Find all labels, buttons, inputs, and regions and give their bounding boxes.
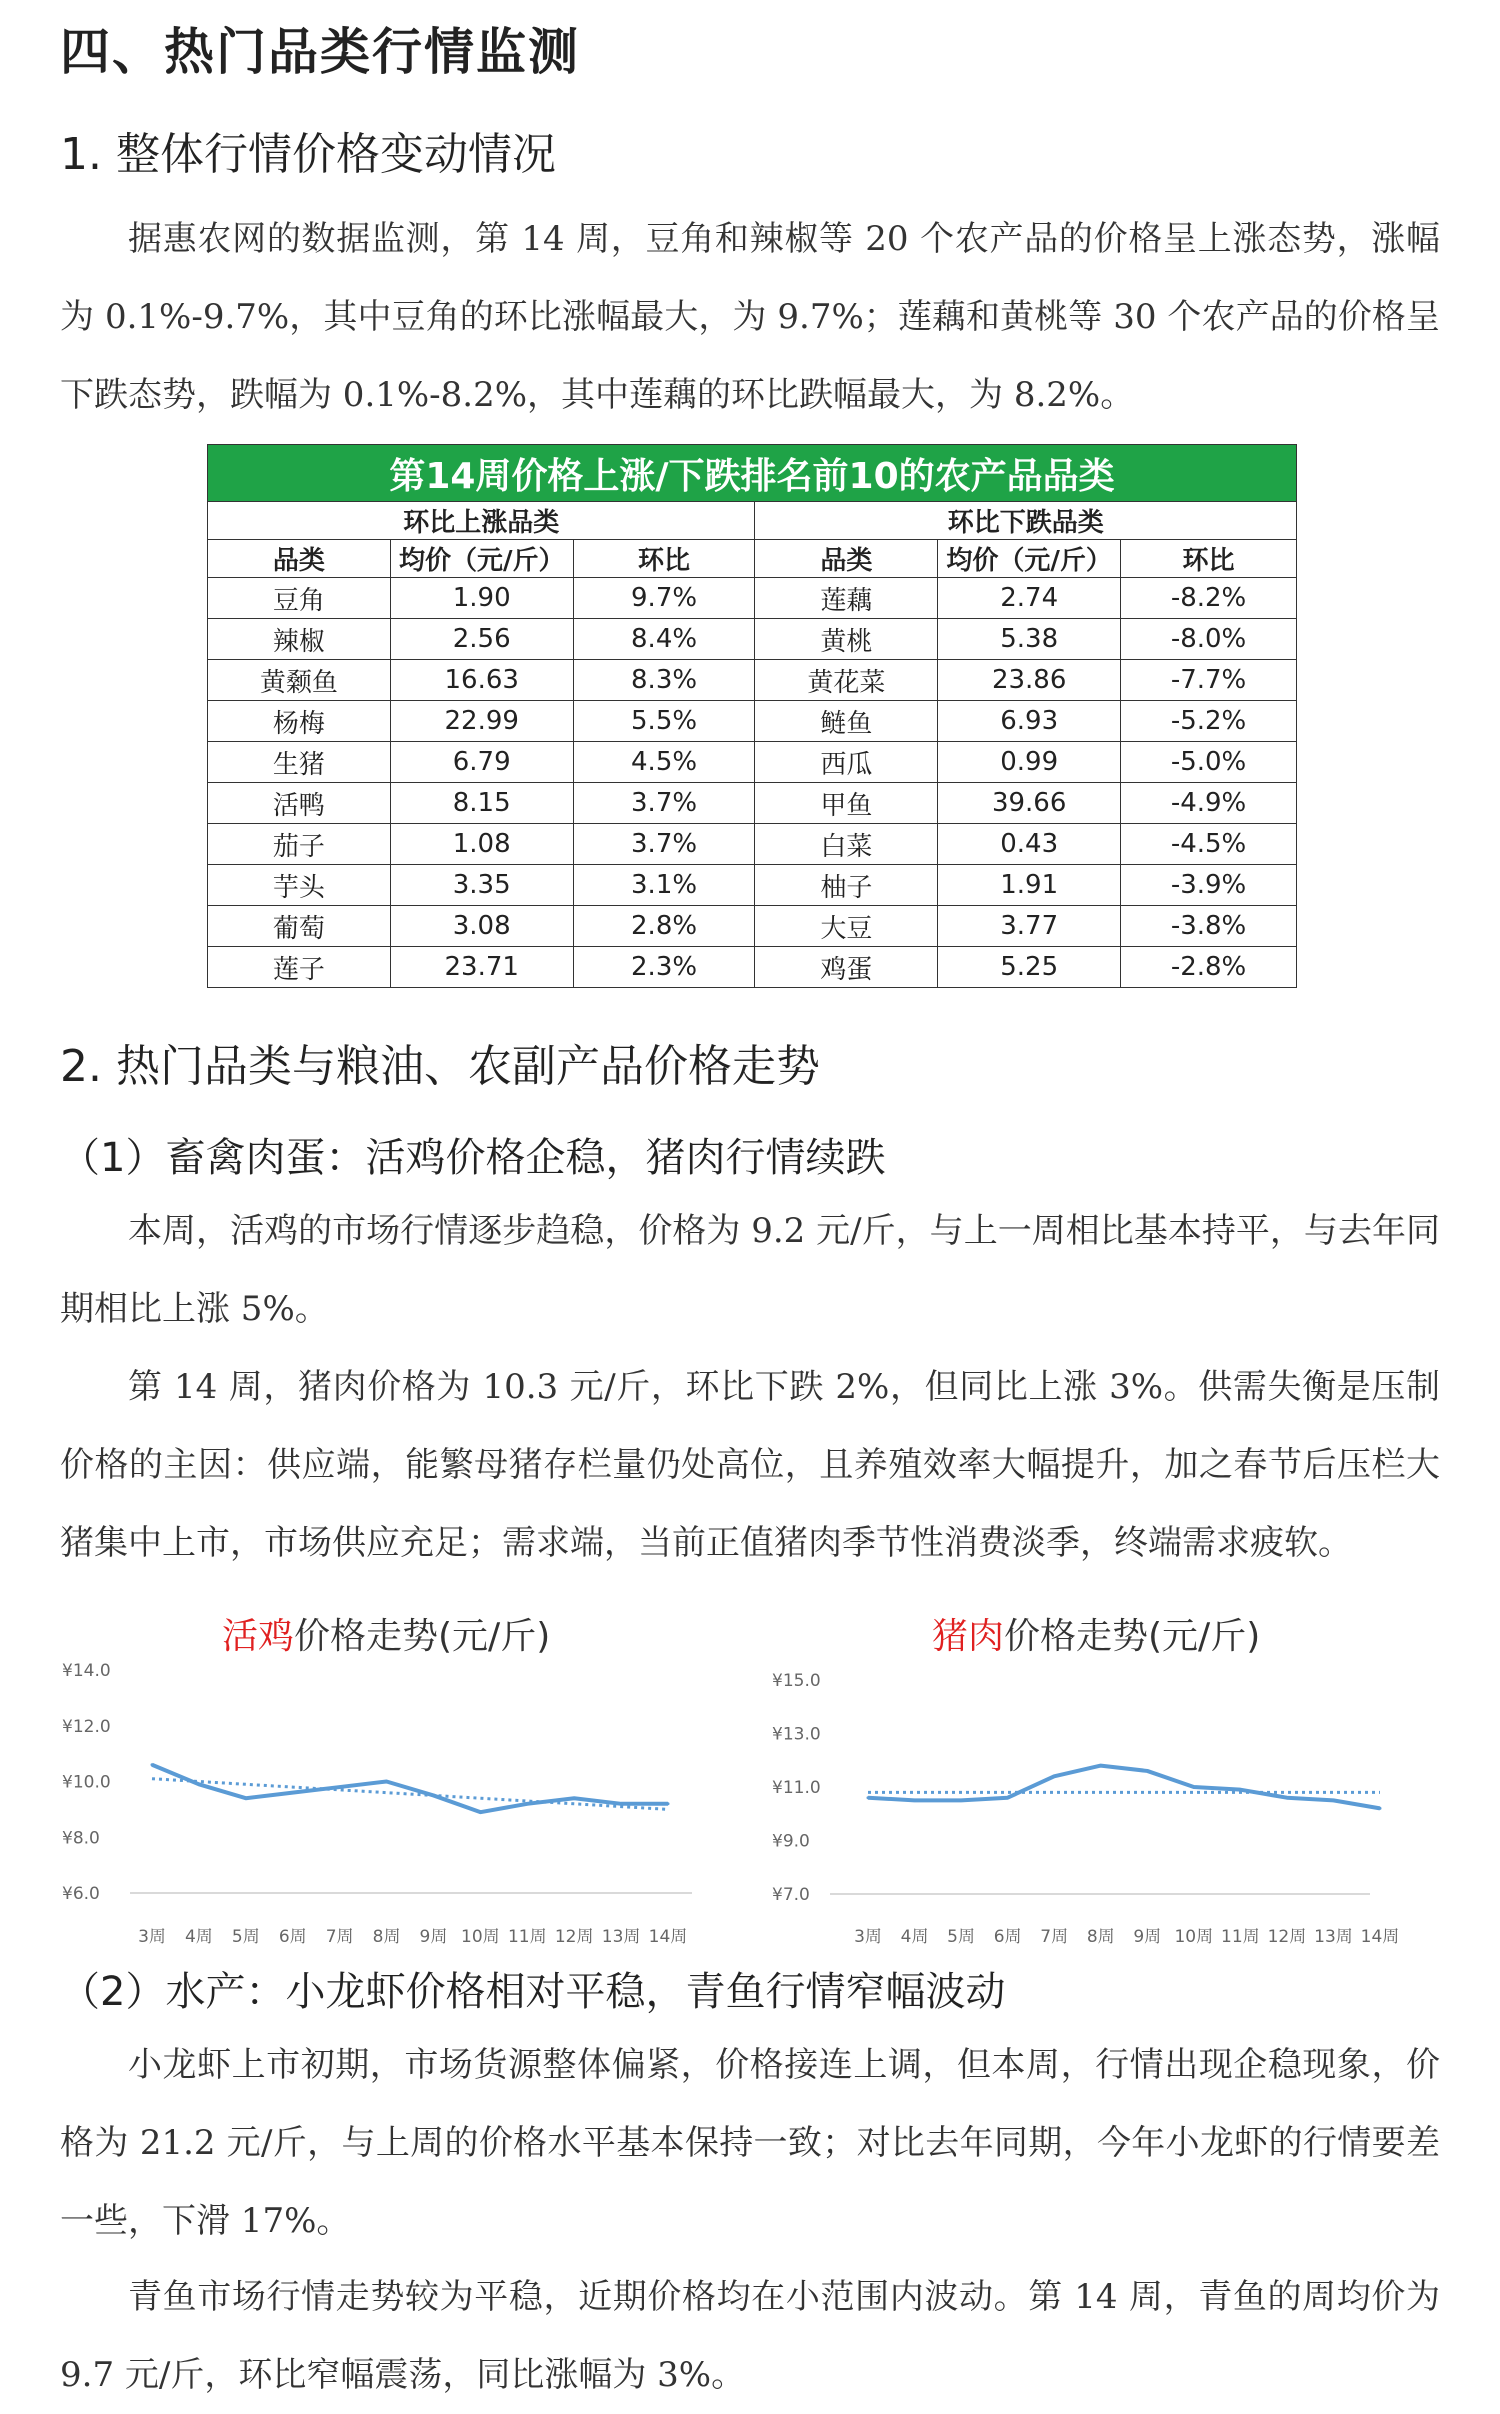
table-cell: 3.35 bbox=[390, 865, 573, 906]
table-cell: -3.9% bbox=[1121, 865, 1297, 906]
data-point bbox=[913, 1799, 916, 1802]
rise-group-header: 环比上涨品类 bbox=[208, 502, 755, 540]
x-tick-label: 3周 bbox=[138, 1927, 166, 1947]
data-point bbox=[1239, 1788, 1242, 1791]
table-cell: 4.5% bbox=[573, 742, 755, 783]
table-cell: 黄颡鱼 bbox=[208, 660, 391, 701]
data-point bbox=[1285, 1796, 1288, 1799]
x-tick-label: 9周 bbox=[419, 1927, 448, 1947]
data-point bbox=[526, 1802, 529, 1805]
table-cell: 0.43 bbox=[938, 824, 1121, 865]
table-cell: 8.4% bbox=[573, 619, 755, 660]
table-header-row bbox=[208, 540, 1297, 578]
table-row bbox=[208, 660, 1297, 701]
table-cell: 葡萄 bbox=[208, 906, 391, 947]
data-point bbox=[1006, 1796, 1009, 1799]
data-point bbox=[1146, 1769, 1149, 1772]
table-cell: 2.74 bbox=[938, 578, 1121, 619]
table-cell: 黄花菜 bbox=[755, 660, 938, 701]
data-point bbox=[338, 1786, 341, 1789]
y-tick-label: ¥11.0 bbox=[772, 1778, 821, 1798]
table-cell: 甲鱼 bbox=[755, 783, 938, 824]
y-tick-label: ¥8.0 bbox=[62, 1828, 100, 1849]
y-tick-label: ¥6.0 bbox=[62, 1884, 100, 1904]
pork-chart-title-highlight: 猪肉 bbox=[932, 1616, 1005, 1657]
table-row bbox=[208, 783, 1297, 824]
table-cell: 莲藕 bbox=[755, 578, 938, 619]
table-row bbox=[208, 578, 1297, 619]
data-point bbox=[1379, 1807, 1382, 1810]
y-tick-label: ¥15.0 bbox=[772, 1671, 821, 1691]
data-point bbox=[867, 1796, 870, 1799]
x-tick-label: 12周 bbox=[554, 1927, 594, 1947]
x-tick-label: 11周 bbox=[507, 1927, 547, 1947]
x-tick-label: 9周 bbox=[1133, 1927, 1162, 1947]
table-row bbox=[208, 824, 1297, 865]
series-line bbox=[152, 1765, 668, 1812]
data-point bbox=[1099, 1764, 1102, 1767]
table-cell: 2.8% bbox=[573, 906, 755, 947]
table-row bbox=[208, 701, 1297, 742]
table-cell: -7.7% bbox=[1121, 660, 1297, 701]
fall-group-header: 环比下跌品类 bbox=[755, 502, 1297, 540]
table-cell: 柚子 bbox=[755, 865, 938, 906]
x-tick-label: 7周 bbox=[1040, 1927, 1069, 1947]
x-tick-label: 4周 bbox=[184, 1927, 213, 1947]
table-cell: 1.91 bbox=[938, 865, 1121, 906]
table-cell: 茄子 bbox=[208, 824, 391, 865]
table-cell: -8.2% bbox=[1121, 578, 1297, 619]
y-tick-label: ¥12.0 bbox=[62, 1716, 111, 1737]
column-header: 品类 bbox=[755, 540, 938, 578]
table-cell: 5.38 bbox=[938, 619, 1121, 660]
x-tick-label: 10周 bbox=[1174, 1927, 1214, 1947]
table-cell: 6.79 bbox=[390, 742, 573, 783]
column-header: 均价（元/斤） bbox=[390, 540, 573, 578]
column-header: 环比 bbox=[573, 540, 755, 578]
data-point bbox=[573, 1797, 576, 1800]
chicken-paragraph: 本周，活鸡的市场行情逐步趋稳，价格为 9.2 元/斤，与上一周相比基本持平，与去年同期相比上涨 5%。 bbox=[60, 1211, 1440, 1329]
column-header: 环比 bbox=[1121, 540, 1297, 578]
table-cell: 3.77 bbox=[938, 906, 1121, 947]
table-cell: 活鸭 bbox=[208, 783, 391, 824]
x-tick-label: 12周 bbox=[1267, 1927, 1307, 1947]
table-cell: -4.9% bbox=[1121, 783, 1297, 824]
table-cell: 莲子 bbox=[208, 947, 391, 988]
x-tick-label: 3周 bbox=[854, 1927, 882, 1947]
table-cell: 生猪 bbox=[208, 742, 391, 783]
x-tick-label: 10周 bbox=[461, 1927, 500, 1947]
table-cell: 杨梅 bbox=[208, 701, 391, 742]
table-cell: 8.15 bbox=[390, 783, 573, 824]
table-cell: 1.08 bbox=[390, 824, 573, 865]
table-cell: -2.8% bbox=[1121, 947, 1297, 988]
column-header: 均价（元/斤） bbox=[938, 540, 1121, 578]
table-cell: 16.63 bbox=[390, 660, 573, 701]
data-point bbox=[1332, 1799, 1335, 1802]
pork-paragraph: 第 14 周，猪肉价格为 10.3 元/斤，环比下跌 2%，但同比上涨 3%。供需失衡是压制价格的主因：供应端，能繁母猪存栏量仍处高位，且养殖效率大幅提升，加之春节后压栏大猪集中上市，市场供应充足；需求端，当前正值猪肉季节性消费淡季，终端需求疲软。 bbox=[60, 1367, 1440, 1563]
table-row bbox=[208, 947, 1297, 988]
table-cell: 鸡蛋 bbox=[755, 947, 938, 988]
x-tick-label: 6周 bbox=[993, 1927, 1022, 1947]
table-cell: -8.0% bbox=[1121, 619, 1297, 660]
data-point bbox=[432, 1794, 435, 1797]
data-point bbox=[385, 1780, 388, 1783]
section2-title: 2. 热门品类与粮油、农副产品价格走势 bbox=[60, 1041, 820, 1092]
table-cell: 23.86 bbox=[938, 660, 1121, 701]
table-cell: 23.71 bbox=[390, 947, 573, 988]
x-tick-label: 6周 bbox=[278, 1927, 307, 1947]
data-point bbox=[1053, 1775, 1056, 1778]
table-cell: 白菜 bbox=[755, 824, 938, 865]
data-point bbox=[479, 1811, 482, 1814]
table-cell: 黄桃 bbox=[755, 619, 938, 660]
table-cell: -5.0% bbox=[1121, 742, 1297, 783]
table-cell: 0.99 bbox=[938, 742, 1121, 783]
table-cell: 3.7% bbox=[573, 783, 755, 824]
table-cell: 西瓜 bbox=[755, 742, 938, 783]
section1-paragraph: 据惠农网的数据监测，第 14 周，豆角和辣椒等 20 个农产品的价格呈上涨态势，涨幅为 0.1%-9.7%，其中豆角的环比涨幅最大，为 9.7%；莲藕和黄桃等 30 个农产品的价格呈下跌态势，跌幅为 0.1%-8.2%，其中莲藕的环比跌幅最大，为 8.2%。 bbox=[60, 219, 1440, 415]
chicken-chart-title-rest: 价格走势(元/斤) bbox=[294, 1616, 551, 1657]
black-carp-paragraph: 青鱼市场行情走势较为平稳，近期价格均在小范围内波动。第 14 周，青鱼的周均价为 9.7 元/斤，环比窄幅震荡，同比涨幅为 3%。 bbox=[60, 2277, 1440, 2395]
y-tick-label: ¥10.0 bbox=[62, 1772, 111, 1793]
table-cell: 22.99 bbox=[390, 701, 573, 742]
data-point bbox=[197, 1783, 200, 1786]
x-tick-label: 4周 bbox=[900, 1927, 929, 1947]
table-cell: 辣椒 bbox=[208, 619, 391, 660]
table-row bbox=[208, 865, 1297, 906]
table-cell: 5.5% bbox=[573, 701, 755, 742]
table-row bbox=[208, 619, 1297, 660]
table-cell: 8.3% bbox=[573, 660, 755, 701]
crayfish-paragraph: 小龙虾上市初期，市场货源整体偏紧，价格接连上调，但本周，行情出现企稳现象，价格为 21.2 元/斤，与上周的价格水平基本保持一致；对比去年同期，今年小龙虾的行情要差一些，下滑 17%。 bbox=[60, 2045, 1440, 2241]
x-tick-label: 8周 bbox=[1086, 1927, 1115, 1947]
table-cell: 2.56 bbox=[390, 619, 573, 660]
table-cell: 2.3% bbox=[573, 947, 755, 988]
table-cell: 5.25 bbox=[938, 947, 1121, 988]
table-cell: 芋头 bbox=[208, 865, 391, 906]
section1-title: 1. 整体行情价格变动情况 bbox=[60, 129, 556, 180]
table-cell: 鲢鱼 bbox=[755, 701, 938, 742]
x-tick-label: 7周 bbox=[325, 1927, 354, 1947]
pork-price-chart bbox=[750, 1640, 1420, 1960]
table-cell: -5.2% bbox=[1121, 701, 1297, 742]
data-point bbox=[244, 1797, 247, 1800]
data-point bbox=[667, 1802, 670, 1805]
x-tick-label: 5周 bbox=[947, 1927, 976, 1947]
y-tick-label: ¥7.0 bbox=[772, 1885, 810, 1905]
table-row bbox=[208, 906, 1297, 947]
pork-chart-title-rest: 价格走势(元/斤) bbox=[1004, 1616, 1261, 1657]
table-cell: -3.8% bbox=[1121, 906, 1297, 947]
series-line bbox=[868, 1766, 1380, 1809]
chicken-chart-title-highlight: 活鸡 bbox=[222, 1616, 295, 1657]
x-tick-label: 14周 bbox=[648, 1927, 688, 1947]
x-tick-label: 13周 bbox=[601, 1927, 641, 1947]
table-cell: -4.5% bbox=[1121, 824, 1297, 865]
data-point bbox=[1192, 1786, 1195, 1789]
data-point bbox=[291, 1791, 294, 1794]
x-tick-label: 14周 bbox=[1360, 1927, 1400, 1947]
table-title: 第14周价格上涨/下跌排名前10的农产品品类 bbox=[208, 445, 1297, 502]
table-cell: 9.7% bbox=[573, 578, 755, 619]
y-tick-label: ¥13.0 bbox=[772, 1724, 821, 1745]
table-cell: 3.1% bbox=[573, 865, 755, 906]
chicken-price-chart bbox=[40, 1640, 720, 1960]
table-cell: 6.93 bbox=[938, 701, 1121, 742]
x-tick-label: 5周 bbox=[231, 1927, 260, 1947]
x-tick-label: 11周 bbox=[1221, 1927, 1260, 1947]
data-point bbox=[151, 1763, 154, 1766]
data-point bbox=[960, 1799, 963, 1802]
table-cell: 39.66 bbox=[938, 783, 1121, 824]
data-point bbox=[620, 1802, 623, 1805]
table-cell: 豆角 bbox=[208, 578, 391, 619]
subsection-livestock-title: （1）畜禽肉蛋：活鸡价格企稳，猪肉行情续跌 bbox=[60, 1135, 886, 1181]
table-cell: 3.7% bbox=[573, 824, 755, 865]
table-row bbox=[208, 742, 1297, 783]
table-cell: 1.90 bbox=[390, 578, 573, 619]
y-tick-label: ¥9.0 bbox=[772, 1831, 810, 1852]
table-cell: 大豆 bbox=[755, 906, 938, 947]
subsection-aquatic-title: （2）水产：小龙虾价格相对平稳，青鱼行情窄幅波动 bbox=[60, 1969, 1006, 2015]
x-tick-label: 13周 bbox=[1314, 1927, 1353, 1947]
price-ranking-table bbox=[207, 444, 1297, 988]
page-heading: 四、热门品类行情监测 bbox=[60, 23, 580, 81]
x-tick-label: 8周 bbox=[372, 1927, 401, 1947]
table-cell: 3.08 bbox=[390, 906, 573, 947]
y-tick-label: ¥14.0 bbox=[62, 1661, 111, 1681]
column-header: 品类 bbox=[208, 540, 391, 578]
